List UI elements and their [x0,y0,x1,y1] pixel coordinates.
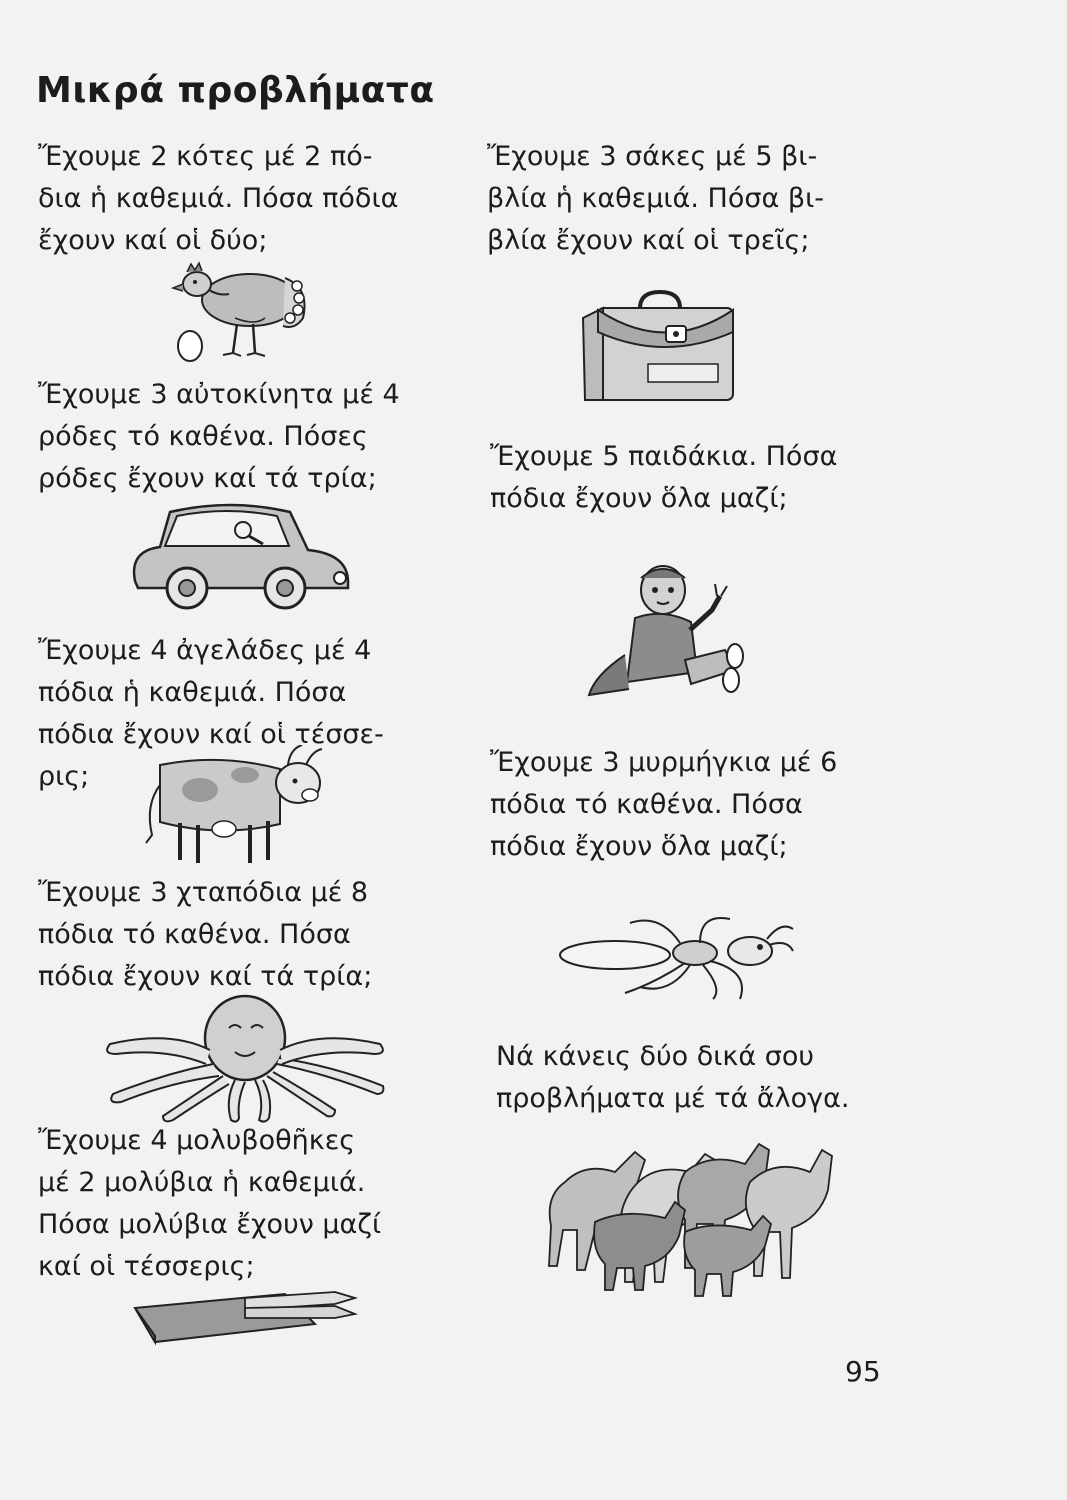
problem-line: βλία ἔχουν καί οἱ τρεῖς; [487,225,810,256]
problem-line: πόδια τό καθένα. Πόσα [490,789,803,820]
ant-icon [555,915,795,1005]
octopus-icon [95,990,395,1125]
problem-line: πόδια ἔχουν ὅλα μαζί; [490,483,788,514]
child-icon [585,560,745,700]
cow-icon [140,745,330,875]
problem-line: μέ 2 μολύβια ἡ καθεμιά. [38,1167,366,1198]
problem-line: πόδια τό καθένα. Πόσα [38,919,351,950]
problem-line: βλία ἡ καθεμιά. Πόσα βι- [487,183,824,214]
problem-line: πόδια ἔχουν καί οἱ τέσσε- [38,719,384,750]
problem-line: ρις; [38,761,90,792]
hen-icon [165,258,325,363]
problem-line: καί οἱ τέσσερις; [38,1251,255,1282]
problem-line: Ἔχουμε 3 σάκες μέ 5 βι- [487,141,818,172]
problem-bags [487,136,872,262]
problem-pencil-cases [38,1120,423,1288]
problem-line: δια ἡ καθεμιά. Πόσα πόδια [38,183,399,214]
problem-horses [496,1036,881,1120]
problem-line: Ἔχουμε 3 χταπόδια μέ 8 [38,877,369,908]
problem-children [490,436,865,520]
problem-line: Ἔχουμε 3 μυρμήγκια μέ 6 [490,747,838,778]
problem-cars [38,374,418,500]
problem-line: Πόσα μολύβια ἔχουν μαζί [38,1209,382,1240]
school-bag-icon [578,288,743,408]
problem-ants [490,742,875,868]
problem-octopuses [38,872,423,998]
problem-line: Νά κάνεις δύο δικά σου [496,1041,814,1072]
problem-line: πόδια ἔχουν ὅλα μαζί; [490,831,788,862]
problem-line: ρόδες ἔχουν καί τά τρία; [38,463,377,494]
problem-line: Ἔχουμε 5 παιδάκια. Πόσα [490,441,838,472]
page-number: 95 [845,1355,881,1388]
problem-line: ἔχουν καί οἱ δύο; [38,225,268,256]
problem-line: ρόδες τό καθένα. Πόσες [38,421,368,452]
page-title: Μικρά προβλήματα [36,70,435,111]
problem-line: Ἔχουμε 3 αὐτοκίνητα μέ 4 [38,379,400,410]
pencil-case-icon [125,1278,365,1348]
problem-line: Ἔχουμε 4 μολυβοθῆκες [38,1125,356,1156]
problem-line: προβλήματα μέ τά ἄλογα. [496,1083,850,1114]
problem-line: Ἔχουμε 4 ἀγελάδες μέ 4 [38,635,372,666]
problem-line: πόδια ἡ καθεμιά. Πόσα [38,677,347,708]
car-icon [125,496,355,616]
horses-icon [535,1132,845,1297]
problem-line: πόδια ἔχουν καί τά τρία; [38,961,373,992]
problem-line: Ἔχουμε 2 κότες μέ 2 πό- [38,141,373,172]
problem-hens [38,136,418,262]
